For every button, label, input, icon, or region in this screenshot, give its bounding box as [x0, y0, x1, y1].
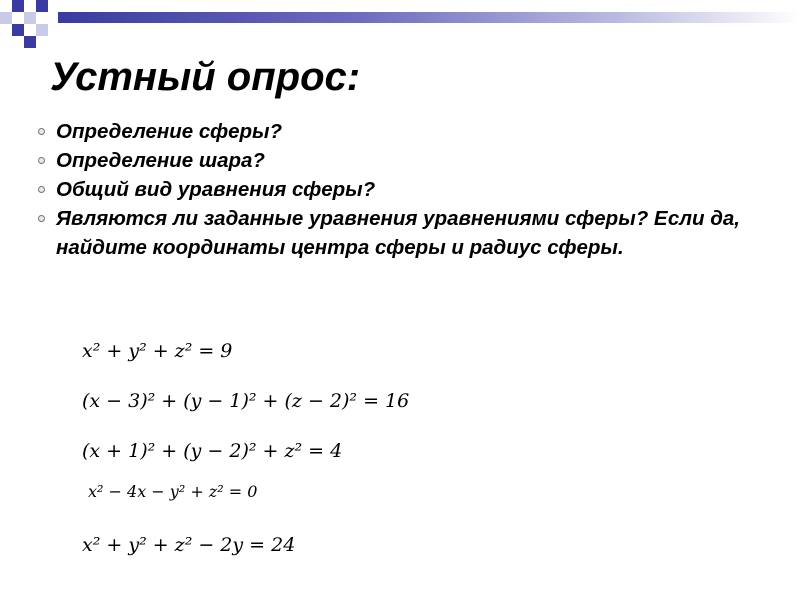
question-item [34, 175, 754, 204]
bullet-icon [38, 157, 45, 164]
corner-square-2 [36, 0, 48, 12]
corner-square-6 [36, 24, 48, 36]
bullet-icon [38, 128, 45, 135]
corner-square-5 [12, 24, 24, 36]
title-gradient-bar [58, 12, 800, 23]
bullet-icon [38, 186, 45, 193]
corner-square-1 [12, 0, 24, 12]
corner-square-4 [24, 12, 36, 24]
equation-4: x² − 4x − y² + z² = 0 [88, 482, 258, 501]
question-text: Являются ли заданные уравнения уравнениями сферы? Если да, найдите координаты центра сферы и радиус сферы. [56, 207, 740, 259]
equation-5: x² + y² + z² − 2y = 24 [82, 534, 296, 556]
question-list [34, 117, 754, 262]
question-item [34, 146, 754, 175]
question-item [34, 117, 754, 146]
question-text: Определение шара? [56, 149, 265, 172]
slide-title: Устный опрос: [50, 55, 361, 99]
corner-square-3 [0, 12, 12, 24]
bullet-icon [38, 215, 45, 222]
question-text: Определение сферы? [56, 120, 283, 143]
question-text: Общий вид уравнения сферы? [56, 178, 376, 201]
equation-1: x² + y² + z² = 9 [82, 340, 233, 362]
question-item [34, 204, 754, 262]
corner-square-7 [24, 36, 36, 48]
equation-3: (x + 1)² + (y − 2)² + z² = 4 [82, 440, 343, 462]
equation-2: (x − 3)² + (y − 1)² + (z − 2)² = 16 [82, 390, 410, 412]
